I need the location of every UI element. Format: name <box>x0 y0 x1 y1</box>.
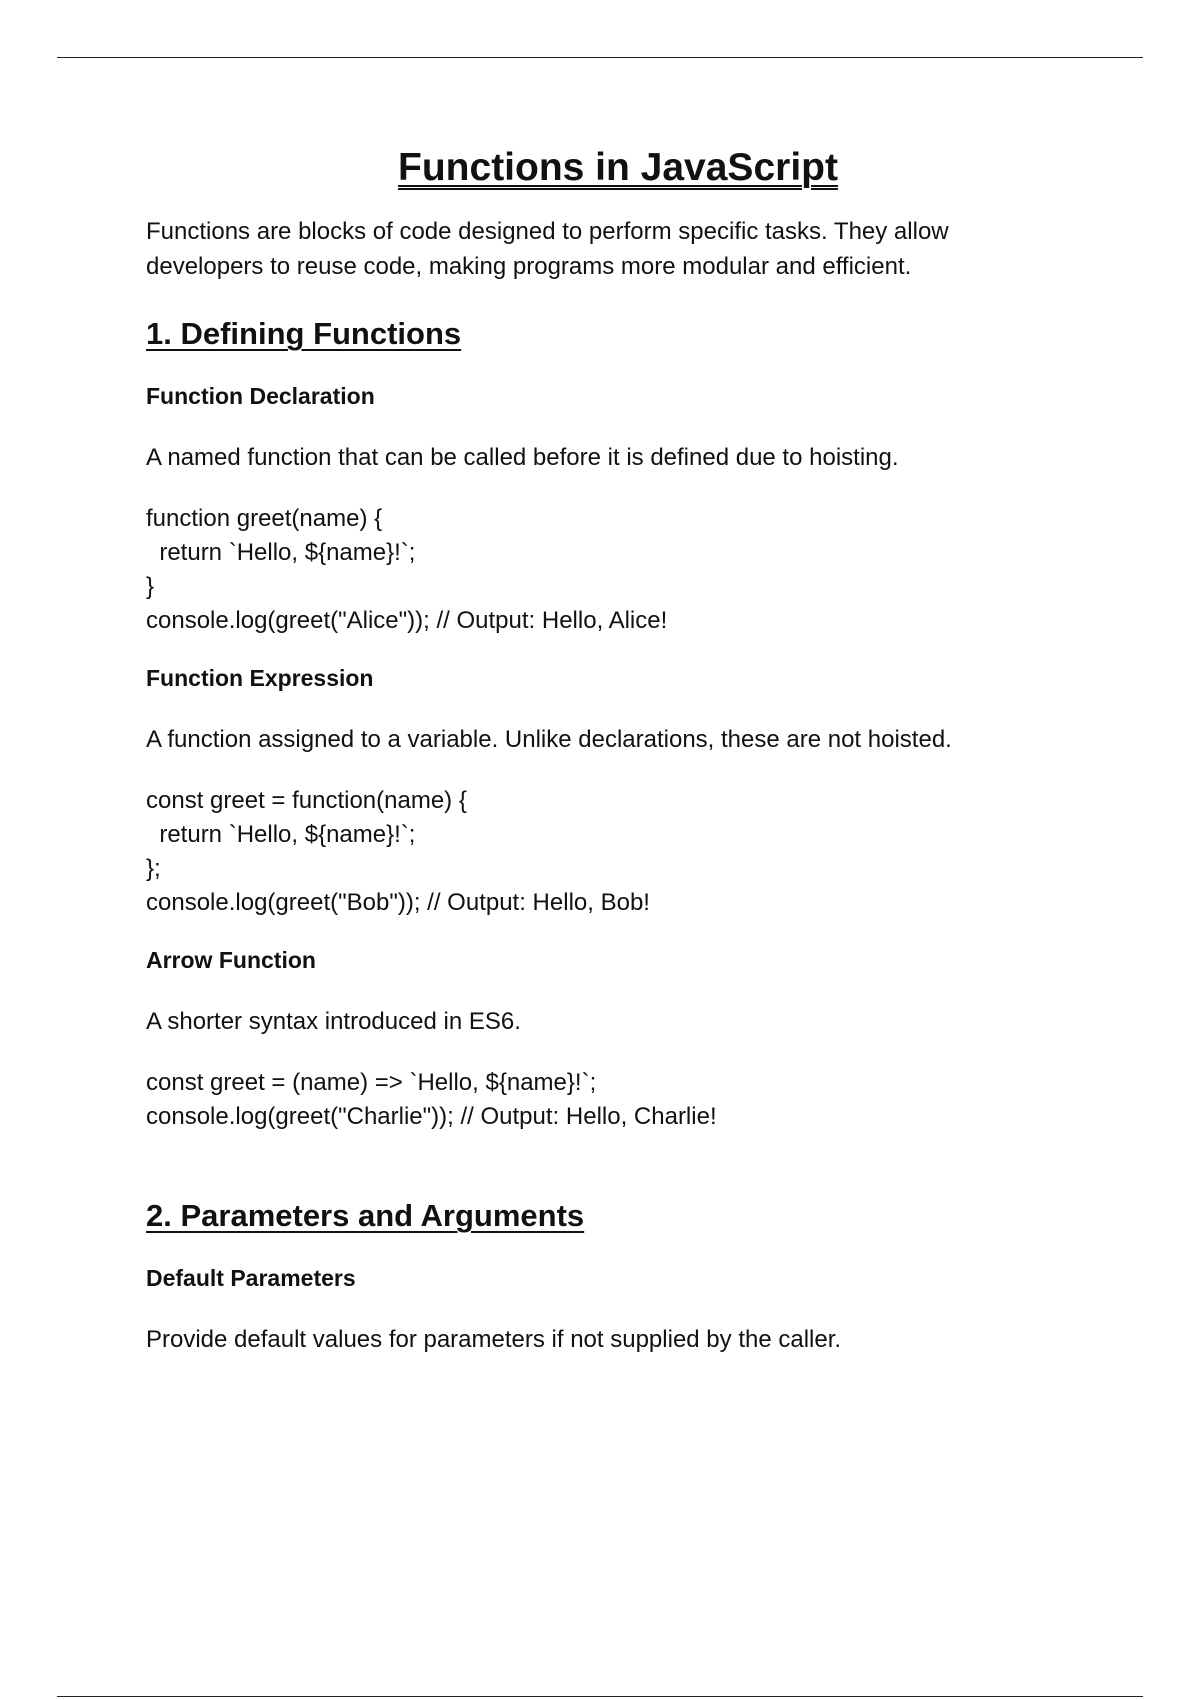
code-line: return `Hello, ${name}!`; <box>146 821 416 848</box>
code-line: console.log(greet("Bob")); // Output: Hello, Bob! <box>146 889 650 916</box>
subheading-function-expression: Function Expression <box>146 665 374 691</box>
bottom-rule <box>57 1696 1143 1697</box>
code-line: }; <box>146 855 161 882</box>
top-rule <box>57 57 1143 58</box>
section-heading-defining-functions: 1. Defining Functions <box>146 316 462 351</box>
document-title: Functions in JavaScript <box>398 146 838 189</box>
document-page <box>146 140 1066 1358</box>
code-line: console.log(greet("Alice")); // Output: Hello, Alice! <box>146 607 668 634</box>
code-line: const greet = function(name) { <box>146 787 467 814</box>
subheading-function-declaration: Function Declaration <box>146 383 375 409</box>
function-expression-description: A function assigned to a variable. Unlike declarations, these are not hoisted. <box>146 726 952 753</box>
section-heading-parameters-arguments: 2. Parameters and Arguments <box>146 1198 585 1233</box>
default-parameters-description: Provide default values for parameters if not supplied by the caller. <box>146 1326 842 1353</box>
code-line: } <box>146 573 155 600</box>
arrow-function-description: A shorter syntax introduced in ES6. <box>146 1008 521 1035</box>
code-line: const greet = (name) => `Hello, ${name}!`; <box>146 1069 597 1096</box>
code-line: console.log(greet("Charlie")); // Output: Hello, Charlie! <box>146 1103 717 1130</box>
code-line: return `Hello, ${name}!`; <box>146 539 416 566</box>
code-line: function greet(name) { <box>146 505 383 532</box>
function-declaration-code <box>146 502 1066 638</box>
function-declaration-description: A named function that can be called before it is defined due to hoisting. <box>146 444 899 471</box>
arrow-function-code <box>146 1066 1066 1134</box>
subheading-default-parameters: Default Parameters <box>146 1265 356 1291</box>
function-expression-code <box>146 784 1066 920</box>
intro-paragraph: Functions are blocks of code designed to perform specific tasks. They allow developers to reuse code, making programs more modular and efficient. <box>146 218 949 280</box>
subheading-arrow-function: Arrow Function <box>146 947 316 973</box>
